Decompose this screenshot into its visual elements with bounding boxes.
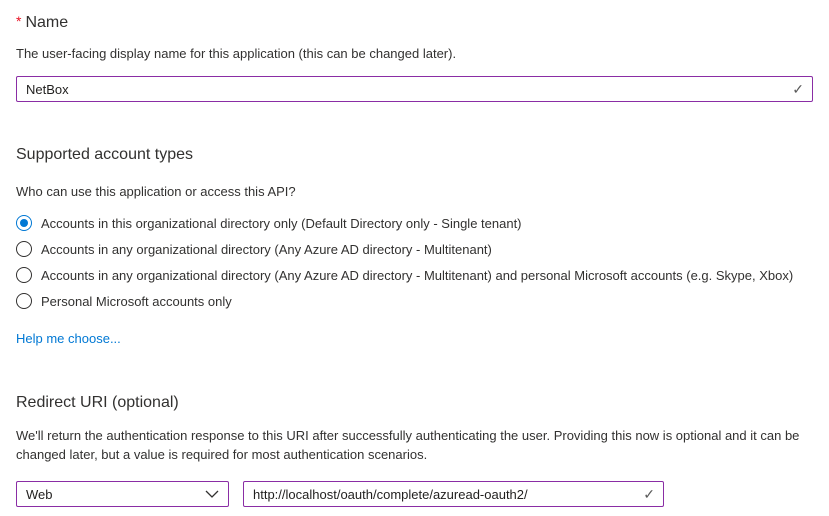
- radio-option-label: Accounts in any organizational directory (Any Azure AD directory - Multitenant) and personal Microsoft accounts (e.g. Skype, Xbox): [41, 267, 794, 283]
- name-description: The user-facing display name for this application (this can be changed later).: [16, 46, 457, 61]
- radio-option-multitenant-personal[interactable]: [16, 262, 813, 288]
- valid-check-icon: ✓: [792, 81, 804, 97]
- chevron-down-icon: [205, 490, 219, 498]
- radio-option-label: Accounts in this organizational directory only (Default Directory only - Single tenant): [41, 215, 522, 231]
- platform-select[interactable]: [16, 481, 229, 507]
- required-asterisk: *: [16, 13, 22, 29]
- name-label: Name: [25, 14, 69, 31]
- platform-select-value: Web: [26, 486, 53, 502]
- radio-button-icon[interactable]: [16, 267, 32, 283]
- redirect-uri-input[interactable]: [243, 481, 664, 507]
- name-input-wrap: [16, 76, 813, 102]
- radio-button-icon[interactable]: [16, 241, 32, 257]
- radio-option-label: Accounts in any organizational directory (Any Azure AD directory - Multitenant): [41, 241, 492, 257]
- redirect-uri-section: [16, 392, 813, 507]
- radio-button-icon[interactable]: [16, 293, 32, 309]
- redirect-uri-description: We'll return the authentication response to this URI after successfully authenticating the user. Providing this now is optional and it can be changed later, but a value is required for most authentication scenarios.: [16, 428, 800, 462]
- account-types-question: Who can use this application or access this API?: [16, 184, 296, 199]
- redirect-uri-input-wrap: [243, 481, 664, 507]
- account-types-radio-group: [16, 210, 813, 314]
- redirect-uri-row: [16, 481, 813, 507]
- help-me-choose-link[interactable]: Help me choose...: [16, 331, 121, 346]
- valid-check-icon: ✓: [643, 486, 655, 502]
- account-types-title: Supported account types: [16, 146, 194, 163]
- radio-option-label: Personal Microsoft accounts only: [41, 293, 232, 309]
- account-types-section: [16, 144, 813, 348]
- radio-option-multitenant[interactable]: [16, 236, 813, 262]
- radio-button-icon[interactable]: [16, 215, 32, 231]
- redirect-uri-title: Redirect URI (optional): [16, 394, 179, 411]
- name-section-title: [16, 11, 813, 33]
- radio-option-personal-only[interactable]: [16, 288, 813, 314]
- radio-option-single-tenant[interactable]: [16, 210, 813, 236]
- name-input[interactable]: [16, 76, 813, 102]
